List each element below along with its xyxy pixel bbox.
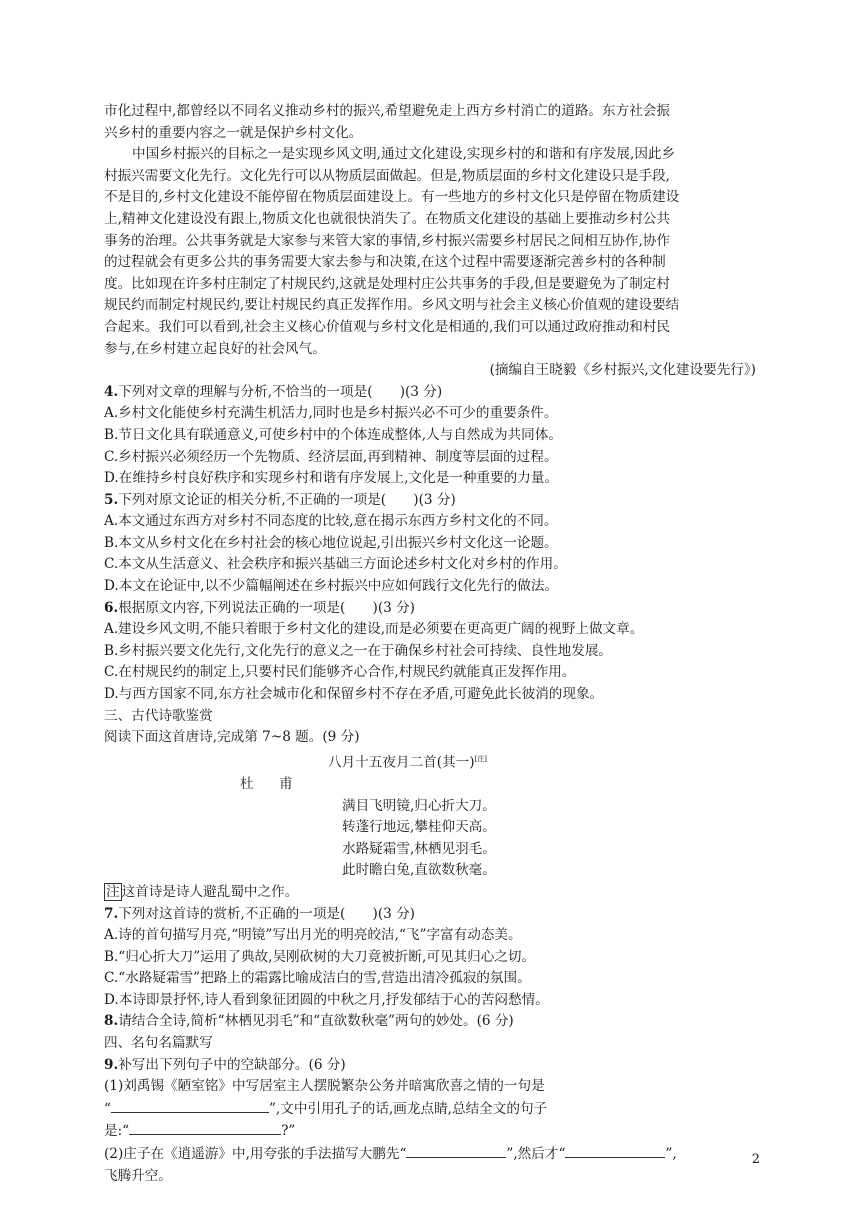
q9-item2-text: (2)庄子在《逍遥游》中,用夸张的手法描写大鹏先“ [104,1146,407,1163]
q9-item1-line2-text: ”,文中引用孔子的话,画龙点睛,总结全文的句子 [268,1100,548,1117]
passage-line: 度。比如现在许多村庄制定了村规民约,这就是处理村庄公共事务的手段,但是要避免为了制定村 [104,275,670,292]
passage-line: 的过程就会有更多公共的事务需要大家去参与和决策,在这个过程中需要逐渐完善乡村的各种制 [104,254,666,271]
passage-paragraph-2 [104,144,756,360]
passage-line: 兴乡村的重要内容之一就是保护乡村文化。 [104,124,363,141]
section-heading: 四、名句名篇默写 [104,1035,213,1052]
question-number: 7. [104,905,119,922]
answer-blank-3[interactable] [406,1143,506,1158]
option-c: C.在村规民约的制定上,只要村民们能够齐心合作,村规民约就能真正发挥作用。 [104,664,576,681]
passage-line: 参与,在乡村建立起良好的社会风气。 [104,340,326,357]
note-label: 注 [106,883,120,900]
poem-note-mark: [注] [474,754,488,763]
question-9 [104,1055,756,1188]
q9-item2-mid: ”,然后才“ [506,1146,566,1163]
option-b: B.本文从乡村文化在乡村社会的核心地位说起,引出振兴乡村文化这一论题。 [104,534,558,551]
question-number: 5. [104,491,119,508]
section-poetry [104,706,756,904]
option-d: D.本文在论证中,以不少篇幅阐述在乡村振兴中应如何践行文化先行的做法。 [104,578,559,595]
option-b: B.乡村振兴要文化先行,文化先行的意义之一在于确保乡村社会可持续、良性地发展。 [104,642,613,659]
option-d: D.在维持乡村良好秩序和实现乡村和谐有序发展上,文化是一种重要的力量。 [104,470,559,487]
question-number: 6. [104,599,119,616]
question-4 [104,382,756,490]
question-stem: 下列对这首诗的赏析,不正确的一项是( )(3 分) [118,905,415,922]
option-b: B.节日文化具有联通意义,可使乡村中的个体连成整体,人与自然成为共同体。 [104,426,562,443]
q9-item2-end: ”, [665,1146,677,1163]
question-6 [104,598,756,706]
option-a: A.诗的首句描写月亮,“明镜”写出月光的明亮皎洁,“飞”字富有动态美。 [104,927,522,944]
option-c: C.“水路疑霜雪”把路上的霜露比喻成洁白的雪,营造出清冷孤寂的氛围。 [104,970,531,987]
answer-blank-2[interactable] [129,1120,281,1135]
passage-line: 中国乡村振兴的目标之一是实现乡风文明,通过文化建设,实现乡村的和谐和有序发展,因此乡 [132,146,676,163]
page-number: 2 [751,1152,760,1167]
question-stem: 下列对文章的理解与分析,不恰当的一项是( )(3 分) [118,383,443,400]
question-number: 8. [104,1013,119,1030]
passage-line: 不是目的,乡村文化建设不能停留在物质层面建设上。有一些地方的乡村文化只是停留在物质建设 [104,189,680,206]
option-a: A.建设乡风文明,不能只着眼于乡村文化的建设,而是必须要在更高更广阔的视野上做文章。 [104,621,644,638]
passage-line: 市化过程中,都曾经以不同名义推动乡村的振兴,希望避免走上西方乡村消亡的道路。东方社会振 [104,103,670,119]
question-8 [104,1011,756,1033]
passage-line: 事务的治理。公共事务就是大家参与来管大家的事情,乡村振兴需要乡村居民之间相互协作,协作 [104,232,670,249]
passage-line: 规民约而制定村规民约,要让村规民约真正发挥作用。乡风文明与社会主义核心价值观的建设要结 [104,297,680,314]
question-stem: 请结合全诗,简析“林栖见羽毛”和“直欲数秋毫”两句的妙处。(6 分) [118,1013,514,1030]
option-d: D.本诗即景抒怀,诗人看到象征团圆的中秋之月,抒发郁结于心的苦闷愁情。 [104,991,549,1008]
question-stem: 下列对原文论证的相关分析,不正确的一项是( )(3 分) [118,491,456,508]
passage-line: 上,精神文化建设没有跟上,物质文化也就很快消失了。在物质文化建设的基础上要推动乡村公共 [104,210,670,227]
section-heading: 三、古代诗歌鉴赏 [104,707,213,724]
poem-line: 水路疑霜雪,林栖见羽毛。 [342,840,496,857]
option-a: A.乡村文化能使乡村充满生机活力,同时也是乡村振兴必不可少的重要条件。 [104,405,558,422]
quote-open: “ [104,1100,111,1117]
question-number: 9. [104,1056,119,1073]
option-c: C.乡村振兴必须经历一个先物质、经济层面,再到精神、制度等层面的过程。 [104,448,558,465]
passage-paragraph-1 [104,101,756,144]
poem-line: 满目飞明镜,归心折大刀。 [342,797,496,814]
question-7 [104,904,756,1012]
question-number: 4. [104,383,119,400]
page-content [104,101,756,1187]
q9-item1-line3-end: ?” [281,1123,296,1140]
section-intro: 阅读下面这首唐诗,完成第 7~8 题。(9 分) [104,729,360,746]
poem-author: 杜 甫 [240,775,299,792]
q9-item2-line2: 飞腾升空。 [104,1167,172,1184]
option-b: B.“归心折大刀”运用了典故,吴刚砍树的大刀竟被折断,可见其归心之切。 [104,948,536,965]
q9-item1-line1: (1)刘禹锡《陋室铭》中写居室主人摆脱繁杂公务并暗寓欣喜之情的一句是 [104,1078,545,1095]
question-5 [104,490,756,598]
option-a: A.本文通过东西方对乡村不同态度的比较,意在揭示东西方乡村文化的不同。 [104,513,558,530]
passage-line: 合起来。我们可以看到,社会主义核心价值观与乡村文化是相通的,我们可以通过政府推动和村民 [104,318,670,335]
poem-line: 此时瞻白兔,直欲数秋毫。 [342,862,496,879]
answer-blank-4[interactable] [565,1143,665,1158]
note-text: 这首诗是诗人避乱蜀中之作。 [121,883,299,900]
passage-source: (摘编自王晓毅《乡村振兴,文化建设要先行》) [489,362,756,379]
answer-blank-1[interactable] [111,1098,269,1113]
option-c: C.本文从生活意义、社会秩序和振兴基础三方面论述乡村文化对乡村的作用。 [104,556,567,573]
poem-line: 转蓬行地远,攀桂仰天高。 [342,819,496,836]
option-d: D.与西方国家不同,东方社会城市化和保留乡村不存在矛盾,可避免此长彼消的现象。 [104,686,604,703]
q9-item1-line3-text: 是:“ [104,1123,130,1140]
question-stem: 根据原文内容,下列说法正确的一项是( )(3 分) [118,599,415,616]
passage-line: 村振兴需要文化先行。文化先行可以从物质层面做起。但是,物质层面的乡村文化建设只是手段, [104,167,670,184]
poem-title: 八月十五夜月二首(其一) [328,754,475,771]
question-stem: 补写出下列句子中的空缺部分。(6 分) [118,1056,346,1073]
